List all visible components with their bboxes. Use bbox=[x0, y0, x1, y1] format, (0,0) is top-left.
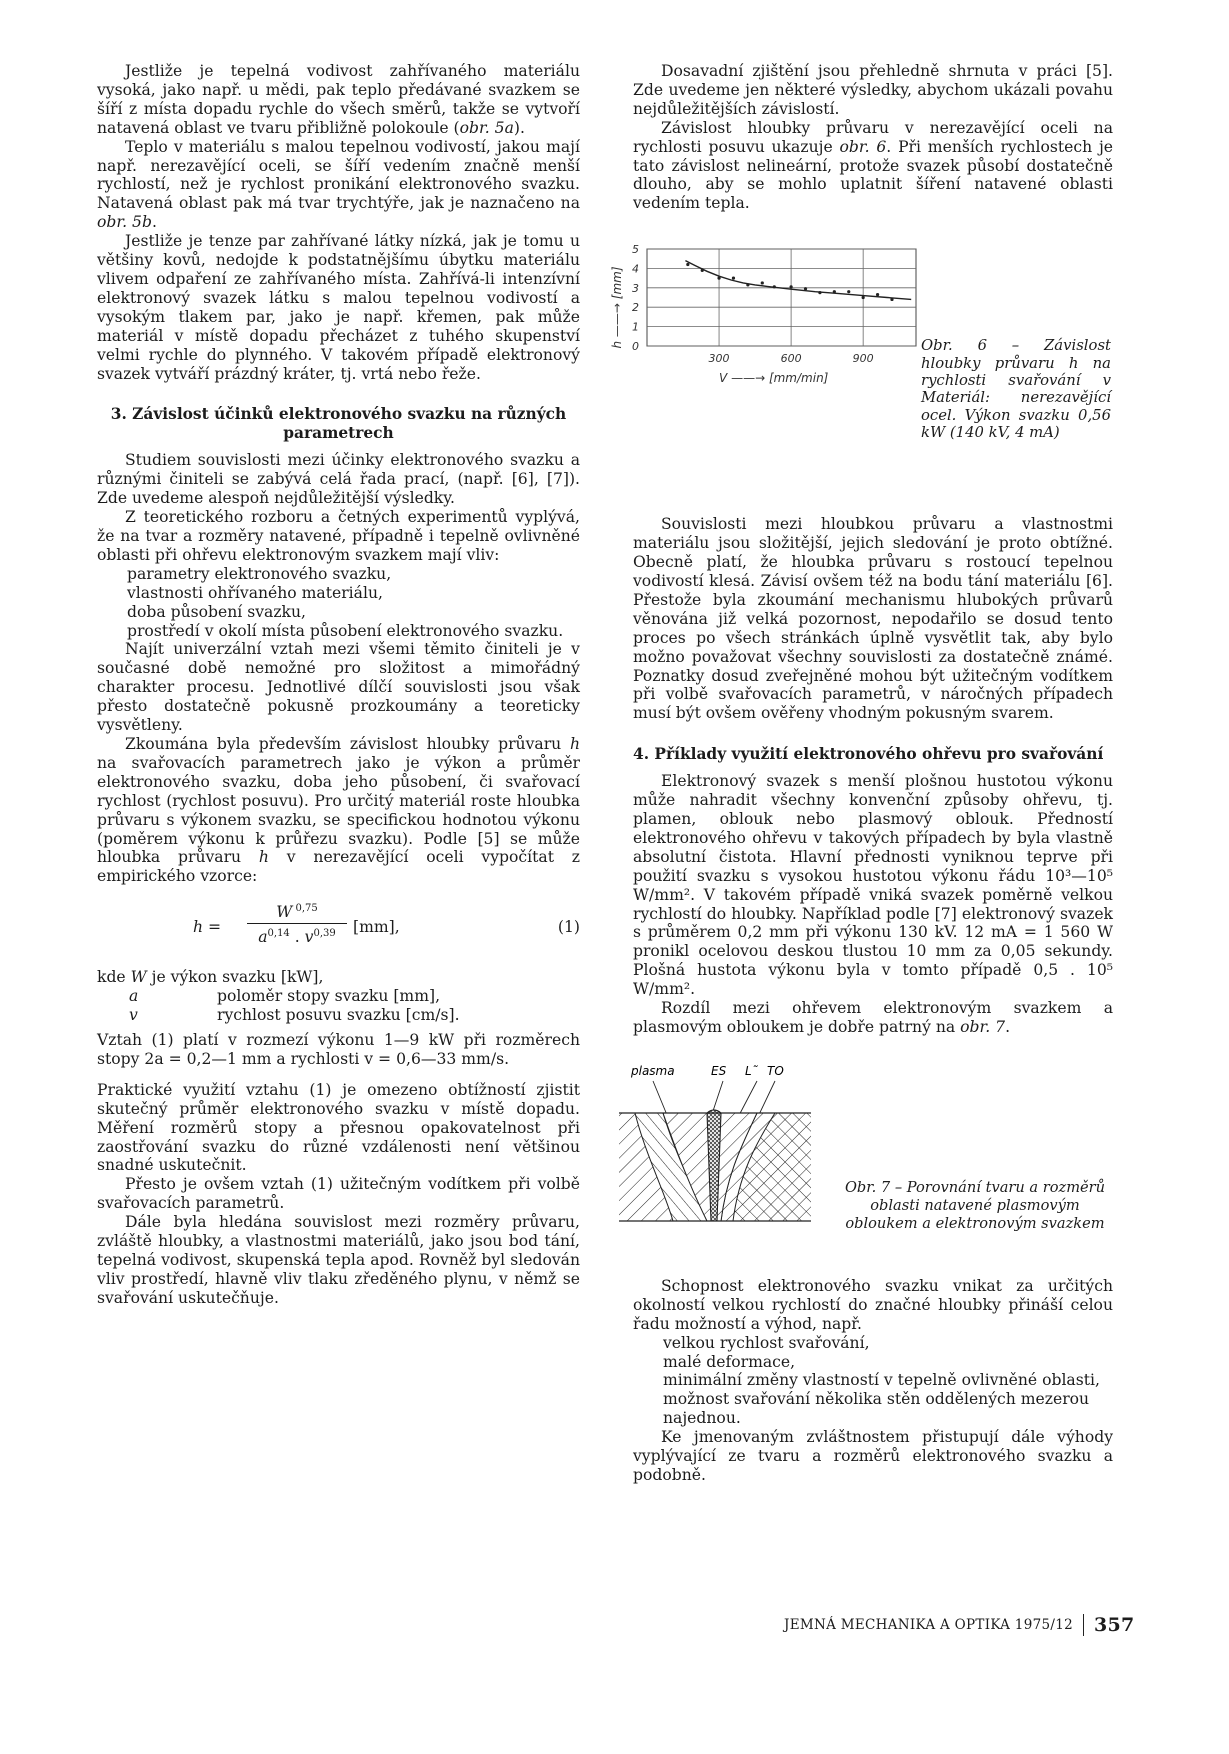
equation-numerator: W $^{0,75}$ bbox=[247, 900, 347, 924]
paragraph: Praktické využití vztahu (1) je omezeno obtížností zjistit skutečný průměr elektronového svazku v místě dopadu. Měření rozměrů stopy a přesnou opakovatelnost při zaostřování svazku do různé vzdálenosti není většinou snadné uskutečnit. bbox=[97, 1080, 580, 1175]
data-point bbox=[746, 284, 749, 287]
right-column bbox=[610, 62, 1114, 1485]
figure-6 bbox=[610, 237, 1113, 497]
list-item: doba působení svazku, bbox=[127, 602, 306, 621]
paragraph: Ke jmenovaným zvláštnostem přistupují dále výhody vyplývající ze tvaru a rozměrů elektronového svazku a podobně. bbox=[633, 1428, 1113, 1484]
y-tick-label: 1 bbox=[632, 320, 639, 334]
equation-denominator: $a^{0,14}$ . $v^{0,39}$ bbox=[258, 928, 336, 947]
paragraph: Jestliže je tepelná vodivost zahřívaného materiálu vysoká, jako např. u mědi, pak teplo předávané svazkem se šíří z místa dopadu rychle do všech směrů, takže se vytvoří natavená oblast ve tvaru přibližně polokoule (obr. 5a). bbox=[97, 62, 580, 137]
paragraph: Vztah (1) platí v rozmezí výkonu 1—9 kW při rozměrech stopy 2a = 0,2—1 mm a rychlosti v = 0,6—33 mm/s. bbox=[97, 1030, 580, 1068]
figure-reference: obr. 5a bbox=[459, 118, 514, 137]
paragraph: Přesto je ovšem vztah (1) užitečným vodítkem při volbě svařovacích parametrů. bbox=[97, 1175, 580, 1213]
equation-lhs: h = bbox=[193, 918, 222, 937]
paragraph: Studiem souvislosti mezi účinky elektronového svazku a různými činiteli se zabývá celá řada prací, (např. [6], [7]). Zde uvedeme alespoň nejdůležitější výsledky. bbox=[97, 451, 580, 508]
figure-reference: obr. 6 bbox=[839, 137, 887, 156]
list-item: prostředí v okolí místa působení elektronového svazku. bbox=[127, 621, 564, 640]
section-heading-4: 4. Příklady využití elektronového ohřevu pro svařování bbox=[633, 745, 1104, 764]
paragraph: Rozdíl mezi ohřevem elektronovým svazkem a plasmovým obloukem je dobře patrný na obr. 7. bbox=[633, 999, 1113, 1036]
paragraph: Najít univerzální vztah mezi všemi těmito činiteli je v současné době nemožné pro složitost a mimořádný charakter procesu. Jednotlivé dílčí souvislosti jsou však přesto dostatečně pokusně prozkoumány a teoreticky vysvětleny. bbox=[97, 640, 580, 735]
data-point bbox=[833, 290, 836, 293]
y-tick-label: 4 bbox=[632, 262, 639, 276]
y-tick-label: 3 bbox=[632, 282, 639, 296]
list-item: velkou rychlost svařování, bbox=[663, 1333, 870, 1352]
data-point bbox=[790, 285, 793, 288]
paragraph: Závislost hloubky průvaru v nerezavějící oceli na rychlosti posuvu ukazuje obr. 6. Při menších rychlostech je tato závislost nelineární, protože svazek působí dostatečně dlouho, aby se mohlo uplatnit šíření natavené oblasti vedením tepla. bbox=[633, 118, 1114, 213]
label-es: ES bbox=[711, 1063, 727, 1078]
list-item: vlastnosti ohřívaného materiálu, bbox=[127, 583, 383, 602]
left-column bbox=[97, 62, 580, 1308]
data-point bbox=[686, 263, 689, 266]
definition-row: v rychlost posuvu svazku [cm/s]. bbox=[129, 1006, 460, 1025]
paragraph: Zkoumána byla především závislost hloubky průvaru h na svařovacích parametrech jako je výkon a průměr elektronového svazku, doba jeho působení, či svařovací rychlost (rychlost posuvu). Pro určitý materiál roste hloubka průvaru s výkonem svazku, se specifickou hodnotou výkonu (poměrem výkonu k průřezu svazku). Podle [5] se může hloubka průvaru h v nerezavějící oceli vypočítat z empirického vzorce: bbox=[97, 735, 580, 886]
journal-name: JEMNÁ MECHANIKA A OPTIKA 1975/12 bbox=[784, 1617, 1073, 1633]
y-axis-label: h ——→ [mm] bbox=[610, 266, 624, 349]
y-tick-label: 2 bbox=[632, 301, 639, 315]
footer-divider bbox=[1083, 1614, 1084, 1636]
figure-7 bbox=[633, 1063, 1113, 1263]
data-point bbox=[773, 285, 776, 288]
paragraph: Schopnost elektronového svazku vnikat za určitých okolností velkou rychlostí do značné hloubky přináší celou řadu možností a výhod, např. bbox=[633, 1276, 1113, 1333]
list-item: parametry elektronového svazku, bbox=[127, 564, 392, 583]
equation-fraction bbox=[247, 900, 347, 947]
data-point bbox=[701, 269, 704, 272]
data-point bbox=[847, 290, 850, 293]
advantages-list bbox=[633, 1334, 1113, 1429]
paragraph: Dále byla hledána souvislost mezi rozměry průvaru, zvláště hloubky, a vlastnostmi materiálů, jako jsou bod tání, tepelná vodivost, skupenská tepla apod. Rovněž byl sledován vliv prostředí, hlavně vliv tlaku zředěného plynu, v němž se svařování uskutečňuje. bbox=[97, 1213, 580, 1307]
y-tick-label: 5 bbox=[632, 243, 639, 257]
list-item: minimální změny vlastností v tepelně ovlivněné oblasti, bbox=[663, 1371, 1100, 1390]
symbol-definitions: kde W je výkon svazku [kW], a poloměr stopy svazku [mm], v rychlost posuvu svazku [cm/s]. bbox=[97, 968, 580, 1025]
figure-reference: obr. 7 bbox=[960, 1018, 1006, 1036]
list-item: možnost svařování několika stěn oddělených mezerou najednou. bbox=[663, 1390, 1090, 1428]
y-tick-label: 0 bbox=[632, 340, 639, 354]
data-point bbox=[732, 277, 735, 280]
definition-row: a poloměr stopy svazku [mm], bbox=[129, 987, 441, 1006]
data-point bbox=[876, 293, 879, 296]
paragraph: Dosavadní zjištění jsou přehledně shrnuta v práci [5]. Zde uvedeme jen některé výsledky, abychom ukázali povahu nejdůležitějších závislostí. bbox=[633, 62, 1113, 118]
weld-cross-section-diagram bbox=[615, 1063, 815, 1233]
x-axis-label: V ——→ [mm/min] bbox=[719, 371, 829, 386]
label-to: TO bbox=[767, 1063, 784, 1078]
equation-number: (1) bbox=[557, 918, 580, 937]
label-l: L˜ bbox=[745, 1063, 758, 1078]
depth-vs-speed-chart bbox=[603, 237, 923, 497]
data-point bbox=[862, 296, 865, 299]
x-tick-label: 900 bbox=[852, 352, 874, 366]
label-plasma: plasma bbox=[631, 1063, 675, 1078]
page-footer bbox=[784, 1614, 1135, 1636]
data-point bbox=[818, 291, 821, 294]
paragraph: Souvislosti mezi hloubkou průvaru a vlastnostmi materiálu jsou složitější, jejich sledování je proto obtížné. Obecně platí, že hloubka průvaru s rostoucí tepelnou vodivostí klesá. Závisí ovšem též na bodu tání materiálu [6]. Přestože byla zkoumání mechanismu hlubokých průvarů věnována již velká pozornost, nepodařilo se dosud tento proces po všech stránkách úplně vysvětlit tak, aby bylo možno považovat všechny souvislosti za dostatečně známé. Poznatky dosud zveřejněné mohou být užitečným vodítkem při volbě svařovacích parametrů, v náročných případech musí být ovšem ověřeny vhodným pokusným svarem. bbox=[633, 515, 1113, 723]
figure-reference: obr. 5b bbox=[97, 213, 152, 232]
data-point bbox=[804, 287, 807, 290]
x-tick-label: 600 bbox=[780, 352, 802, 366]
data-point bbox=[890, 298, 893, 301]
paragraph: Elektronový svazek s menší plošnou hustotou výkonu může nahradit všechny konvenční způsoby ohřevu, tj. plamen, oblouk nebo plasmový oblouk. Předností elektronového ohřevu v takových případech by byla vlastně absolutní čistota. Hlavní přednosti vyniknou teprve při použití svazku s vysokou hustotou výkonu řádu 10³—10⁵ W/mm². V takovém případě vniká svazek poměrně velkou rychlostí do hloubky. Například podle [7] elektronový svazek s průměrem 0,2 mm při výkonu 130 kV. 12 mA = 1 560 W pronikl ocelovou deskou tlustou 10 mm za 0,05 sekundy. Plošná hustota výkonu byla v tomto případě 0,5 . 10⁵ W/mm². bbox=[633, 772, 1113, 999]
figure-7-caption: Obr. 7 – Porovnání tvaru a rozměrů oblasti natavené plasmovým obloukem a elektronovým svazkem bbox=[844, 1178, 1106, 1232]
equation-1 bbox=[97, 900, 580, 956]
equation-unit: [mm], bbox=[353, 918, 400, 937]
paragraph: Jestliže je tenze par zahřívané látky nízká, jak je tomu u většiny kovů, nedojde k podstatnějšímu úbytku materiálu vlivem odpaření ze zahřívaného místa. Zahřívá-li intenzívní elektronový svazek látku s malou tepelnou vodivostí a vysokým tlakem par, jako je např. křemen, pak může materiál v místě dopadu přecházet z tuhého skupenství velmi rychle do plynného. V takovém případě elektronový svazek vytváří prázdný kráter, tj. vrtá nebo řeže. bbox=[97, 232, 580, 383]
paragraph: Z teoretického rozboru a četných experimentů vyplývá, že na tvar a rozměry natavené, případně i tepelně ovlivněné oblasti při ohřevu elektronovým svazkem mají vliv: bbox=[97, 508, 580, 564]
figure-6-caption: Obr. 6 – Závislost hloubky průvaru h na rychlosti svařování v Materiál: nerezavějící ocel. Výkon svazku 0,56 kW (140 kV, 4 mA) bbox=[921, 337, 1111, 442]
x-tick-label: 300 bbox=[708, 352, 730, 366]
influence-list bbox=[97, 565, 580, 641]
section-heading-3: 3. Závislost účinků elektronového svazku na různých parametrech bbox=[110, 405, 567, 443]
data-point bbox=[717, 277, 720, 280]
data-point bbox=[761, 282, 764, 285]
paragraph: Teplo v materiálu s malou tepelnou vodivostí, jakou mají např. nerezavějící oceli, se šíří vedením značně menší rychlostí, než je rychlost pronikání elektronového svazku. Natavená oblast pak má tvar trychtýře, jak je naznačeno na obr. 5b. bbox=[97, 137, 580, 232]
page-number: 357 bbox=[1094, 1614, 1135, 1636]
list-item: malé deformace, bbox=[663, 1352, 796, 1371]
